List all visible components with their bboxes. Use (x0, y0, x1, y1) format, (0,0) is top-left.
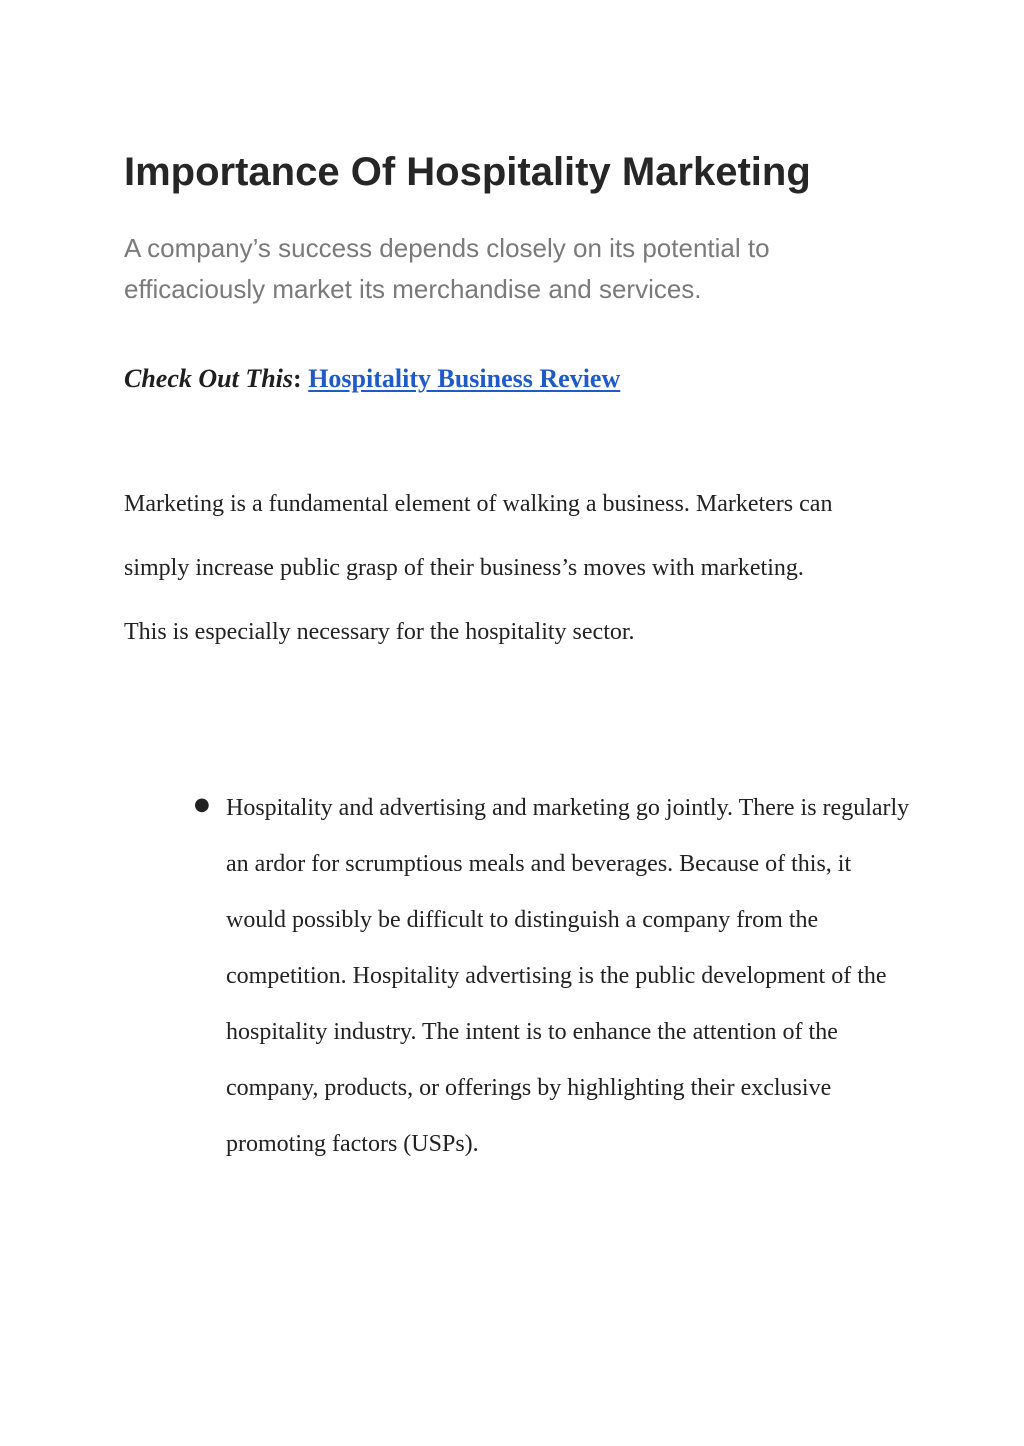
check-out-label: Check Out This (124, 364, 294, 393)
body-paragraph: Marketing is a fundamental element of walking a business. Marketers can simply increase public grasp of their business’s moves with marketing. This is especially necessary for the hospitality sector. (124, 491, 833, 645)
bullet-text: Hospitality and advertising and marketing go jointly. There is regularly an ardor for scrumptious meals and beverages. Because of this, it would possibly be difficult to distinguish a company from the competition. Hospitality advertising is the public development of the hospitality industry. The intent is to enhance the attention of the company, products, or offerings by highlighting their exclusive promoting factors (USPs). (226, 795, 910, 1157)
page-title: Importance Of Hospitality Marketing (124, 150, 811, 194)
check-out-separator: : (293, 364, 302, 393)
check-out-line (124, 360, 620, 398)
bullet-marker: ● (194, 794, 210, 815)
page-subtitle: A company’s success depends closely on its potential to efficaciously market its merchandise and services. (124, 233, 770, 304)
hospitality-business-review-link[interactable]: Hospitality Business Review (308, 364, 621, 393)
